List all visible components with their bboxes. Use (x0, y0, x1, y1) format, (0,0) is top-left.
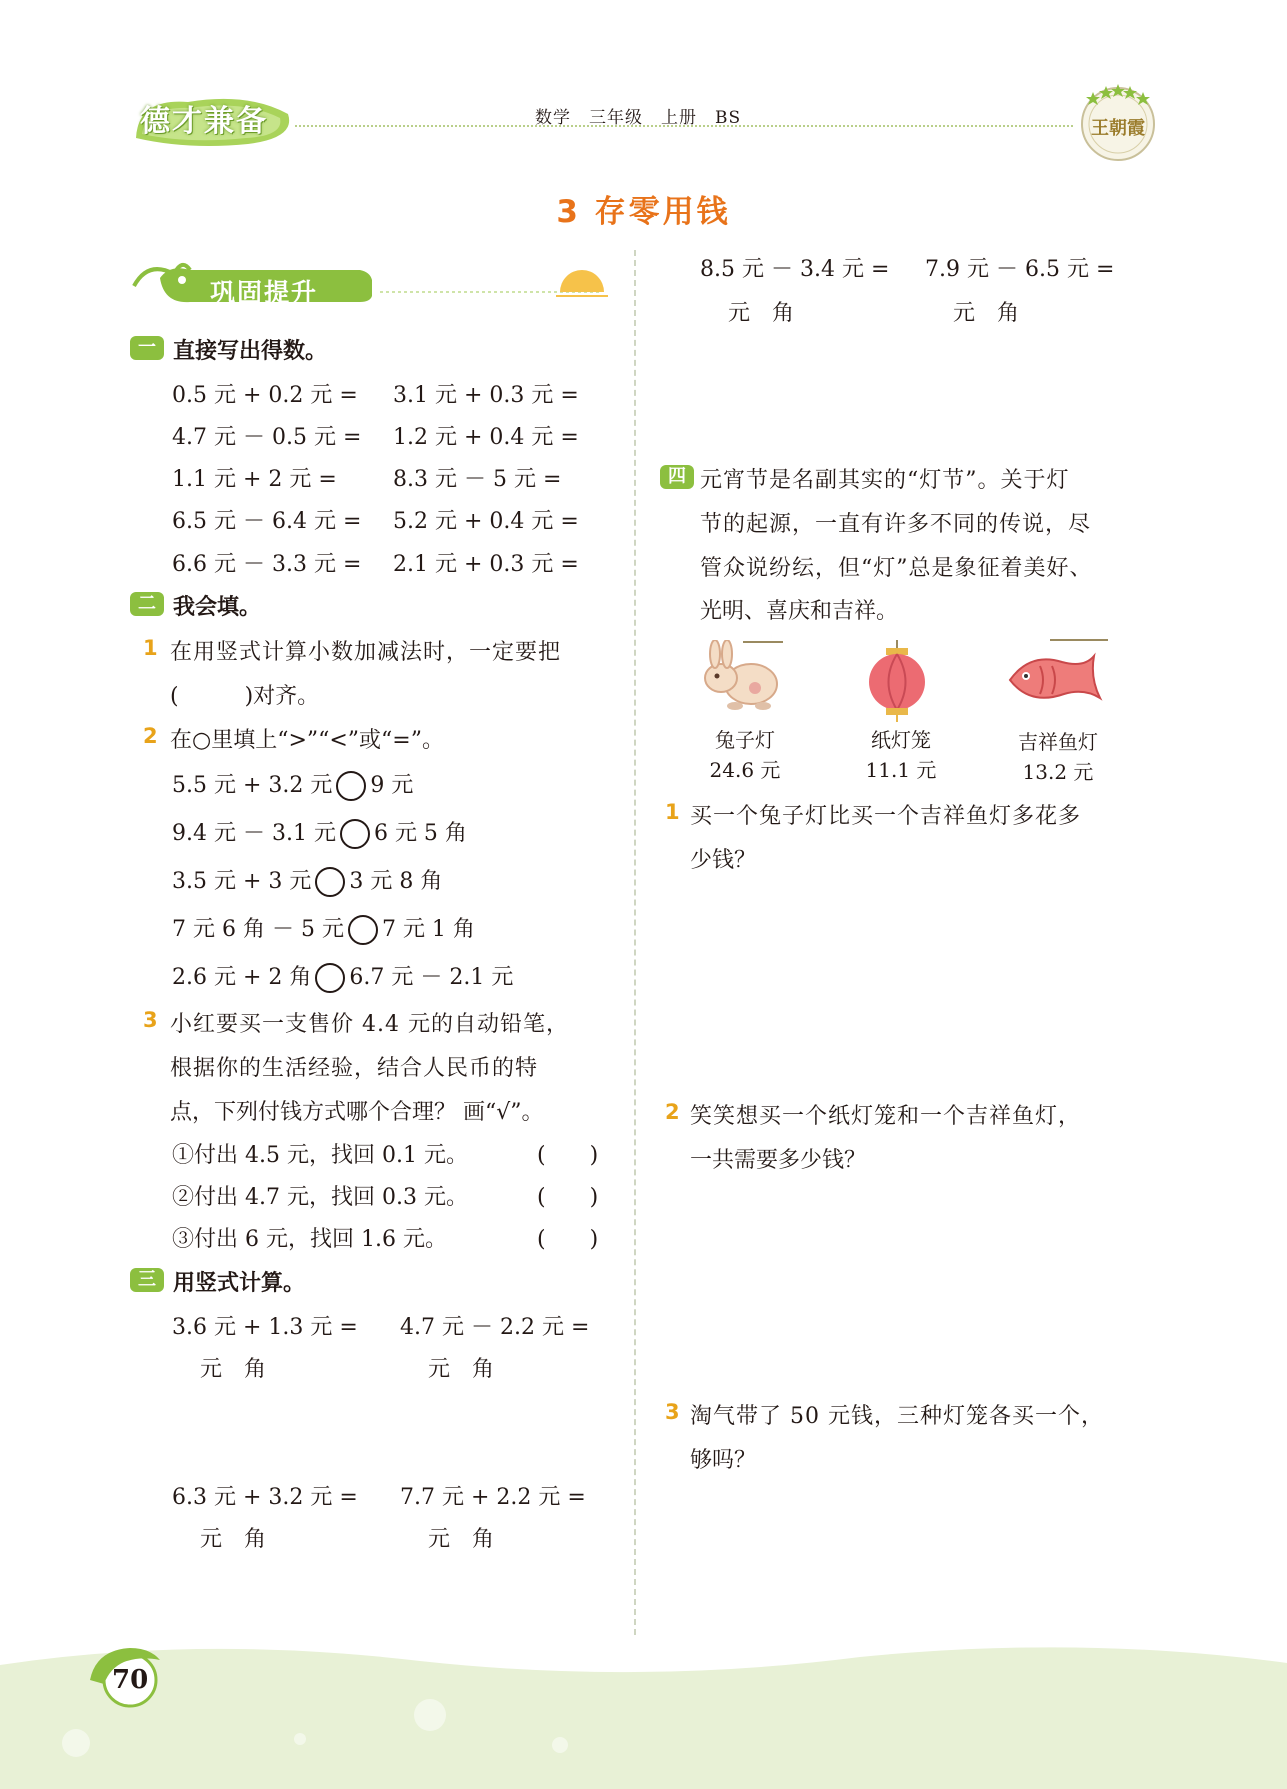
compare-circle-blank[interactable] (340, 819, 370, 849)
compare-right: 9 元 (370, 773, 414, 798)
calc-item: 8.3 元 － 5 元 = (393, 467, 562, 492)
story-text: 节的起源，一直有许多不同的传说，尽 (700, 512, 1092, 537)
compare-row (172, 960, 513, 993)
compare-circle-blank[interactable] (315, 867, 345, 897)
question-text: 点，下列付钱方式哪个合理？ 画“√”。 (170, 1100, 544, 1125)
story-text: 元宵节是名副其实的“灯节”。关于灯 (700, 468, 1070, 493)
question-text: 笑笑想买一个纸灯笼和一个吉祥鱼灯， (690, 1104, 1082, 1129)
paper-lantern-icon (862, 640, 932, 722)
lantern-name: 吉祥鱼灯 (1018, 730, 1098, 754)
question-text: 少钱？ (690, 848, 757, 873)
section-badge-4: 四 (660, 465, 694, 489)
story-text: 光明、喜庆和吉祥。 (700, 599, 899, 624)
compare-left: 9.4 元 － 3.1 元 (172, 821, 336, 846)
section-title-3: 用竖式计算。 (173, 1271, 306, 1296)
section-banner-shape (130, 250, 610, 312)
unit-line: 元 角 (200, 1357, 267, 1382)
question-text: 在○里填上“>”“<”或“=”。 (170, 728, 444, 753)
calc-item: 6.5 元 － 6.4 元 = (172, 509, 362, 534)
lantern-name: 纸灯笼 (871, 728, 931, 752)
unit-line: 元 角 (953, 301, 1020, 326)
story-text: 管众说纷纭，但“灯”总是象征着美好、 (700, 556, 1093, 581)
question-text: 在用竖式计算小数加减法时，一定要把 (170, 640, 562, 665)
compare-left: 5.5 元 + 3.2 元 (172, 773, 333, 798)
compare-left: 3.5 元 + 3 元 (172, 869, 312, 894)
fish-lantern-icon (1000, 636, 1110, 716)
unit-line: 元 角 (428, 1527, 495, 1552)
vertical-calc-expr: 4.7 元 － 2.2 元 = (400, 1315, 590, 1340)
section-banner-text: 巩固提升 (210, 278, 319, 307)
compare-right: 6.7 元 － 2.1 元 (349, 965, 514, 990)
compare-right: 3 元 8 角 (349, 869, 443, 894)
brand-logo-text: 德才兼备 (140, 104, 268, 139)
rabbit-lantern-icon (695, 640, 785, 720)
calc-item: 1.1 元 + 2 元 = (172, 467, 337, 492)
question-text: 淘气带了 50 元钱，三种灯笼各买一个， (690, 1404, 1104, 1429)
compare-left: 2.6 元 + 2 角 (172, 965, 312, 990)
unit-line: 元 角 (728, 301, 795, 326)
question-text: 小红要买一支售价 4.4 元的自动铅笔， (170, 1012, 569, 1037)
section-badge-3: 三 (130, 1268, 164, 1292)
option-text: ①付出 4.5 元，找回 0.1 元。 (172, 1143, 468, 1168)
section-title-1: 直接写出得数。 (173, 339, 328, 364)
compare-row (172, 912, 475, 945)
question-number: 1 (665, 800, 680, 824)
unit-line: 元 角 (200, 1527, 267, 1552)
compare-row (172, 768, 413, 801)
question-text: 买一个兔子灯比买一个吉祥鱼灯多花多 (690, 804, 1082, 829)
section-title-2: 我会填。 (173, 595, 262, 620)
compare-right: 6 元 5 角 (373, 821, 467, 846)
compare-left: 7 元 6 角 － 5 元 (172, 917, 344, 942)
section-badge-1: 一 (130, 336, 164, 360)
lantern-price: 13.2 元 (1022, 760, 1094, 784)
vertical-calc-expr: 7.9 元 － 6.5 元 = (925, 257, 1115, 282)
section-badge-2: 二 (130, 592, 164, 616)
option-text: ③付出 6 元，找回 1.6 元。 (172, 1227, 447, 1252)
page-number: 70 (112, 1665, 149, 1695)
vertical-calc-expr: 3.6 元 + 1.3 元 = (172, 1315, 358, 1340)
question-number: 1 (143, 636, 158, 660)
compare-row (172, 816, 467, 849)
page-title: 3 存零用钱 (556, 194, 731, 230)
option-answer-blank[interactable]: ( ) (537, 1185, 599, 1210)
column-divider (634, 250, 636, 1635)
calc-item: 2.1 元 + 0.3 元 = (393, 552, 579, 577)
compare-row (172, 864, 442, 897)
calc-item: 6.6 元 － 3.3 元 = (172, 552, 362, 577)
compare-circle-blank[interactable] (336, 771, 366, 801)
calc-item: 1.2 元 + 0.4 元 = (393, 425, 579, 450)
subject-line: 数学 三年级 上册 BS (535, 108, 742, 128)
compare-circle-blank[interactable] (315, 963, 345, 993)
lantern-price: 24.6 元 (709, 758, 781, 782)
vertical-calc-expr: 8.5 元 － 3.4 元 = (700, 257, 890, 282)
compare-right: 7 元 1 角 (381, 917, 475, 942)
calc-item: 3.1 元 + 0.3 元 = (393, 383, 579, 408)
question-text: 够吗？ (690, 1448, 757, 1473)
question-number: 2 (143, 724, 158, 748)
question-number: 3 (665, 1400, 680, 1424)
question-text: 根据你的生活经验，结合人民币的特 (170, 1056, 539, 1081)
calc-item: 0.5 元 + 0.2 元 = (172, 383, 358, 408)
question-text: ( )对齐。 (170, 684, 320, 709)
question-number: 2 (665, 1100, 680, 1124)
option-answer-blank[interactable]: ( ) (537, 1227, 599, 1252)
teacher-seal-text: 王朝霞 (1091, 118, 1145, 139)
vertical-calc-expr: 6.3 元 + 3.2 元 = (172, 1485, 358, 1510)
option-text: ②付出 4.7 元，找回 0.3 元。 (172, 1185, 468, 1210)
calc-item: 4.7 元 － 0.5 元 = (172, 425, 362, 450)
question-number: 3 (143, 1008, 158, 1032)
footer-wave-shape (0, 1635, 1287, 1789)
calc-item: 5.2 元 + 0.4 元 = (393, 509, 579, 534)
lantern-name: 兔子灯 (715, 728, 775, 752)
question-text: 一共需要多少钱？ (690, 1148, 867, 1173)
vertical-calc-expr: 7.7 元 + 2.2 元 = (400, 1485, 586, 1510)
lantern-price: 11.1 元 (865, 758, 937, 782)
compare-circle-blank[interactable] (348, 915, 378, 945)
unit-line: 元 角 (428, 1357, 495, 1382)
option-answer-blank[interactable]: ( ) (537, 1143, 599, 1168)
